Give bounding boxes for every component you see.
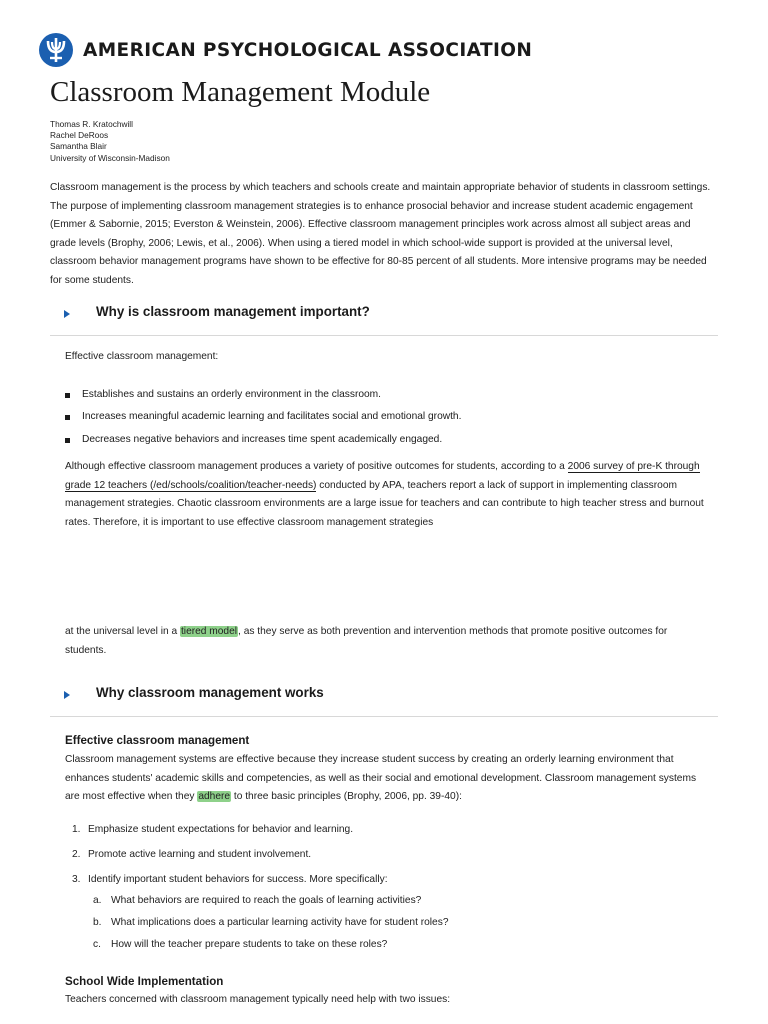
benefits-list [65, 386, 705, 453]
author-name: Samantha Blair [50, 141, 107, 152]
organization-name[interactable]: AMERICAN PSYCHOLOGICAL ASSOCIATION [83, 39, 533, 61]
site-header [39, 33, 532, 67]
principles-paragraph: Classroom management systems are effective because they increase student success by creating an orderly learning environment that enhances students' academic skills and competencies, as well as their social and emotional development. Classroom management systems are most effective when they adhere to three basic principles (Brophy, 2006, pp. 39-40): [65, 754, 697, 803]
highlighted-term[interactable]: adhere [198, 791, 231, 803]
highlighted-term[interactable]: tiered model [180, 626, 238, 637]
list-item: c. How will the teacher prepare students to take on these roles? [93, 939, 388, 950]
subsection-heading: School Wide Implementation [65, 975, 224, 988]
list-item: 2. Promote active learning and student involvement. [72, 849, 312, 860]
author-list [50, 119, 170, 164]
expand-triangle-icon[interactable] [64, 691, 70, 699]
tiered-model-paragraph: at the universal level in a tiered model, as they serve as both prevention and intervention methods that promote positive outcomes for students. [65, 626, 668, 656]
teacher-survey-link[interactable]: 2006 survey of pre-K through grade 12 teachers (/ed/schools/coalition/teacher-needs) [65, 461, 700, 491]
list-item: 1. Emphasize student expectations for behavior and learning. [72, 824, 354, 835]
list-item: Decreases negative behaviors and increases time spent academically engaged. [65, 431, 705, 453]
survey-paragraph: Although effective classroom management produces a variety of positive outcomes for students, according to a 2006 survey of pre-K through grade 12 teachers (/ed/schools/coalition/teacher-needs) conducted by APA, teachers report a lack of support in implementing classroom management strategies. Chaotic classroom environments are a large issue for teachers and can contribute to high teacher stress and burnout rates. Therefore, it is important to use effective classroom management strategies [65, 461, 704, 528]
section-toggle-why-important[interactable] [50, 301, 718, 336]
expand-triangle-icon[interactable] [64, 310, 70, 318]
page-title: Classroom Management Module [50, 76, 431, 108]
list-item: 3. Identify important student behaviors for success. More specifically: [72, 874, 388, 885]
section-lead-text: Effective classroom management: [65, 351, 219, 362]
section-heading[interactable]: Why classroom management works [96, 685, 324, 700]
author-name: Thomas R. Kratochwill [50, 119, 133, 129]
list-item: b. What implications does a particular learning activity have for student roles? [93, 917, 449, 928]
bullet-square-icon [65, 438, 70, 443]
apa-psi-logo-icon[interactable] [39, 33, 73, 67]
section-heading[interactable]: Why is classroom management important? [96, 304, 370, 319]
author-name: Rachel DeRoos [50, 130, 109, 141]
behavior-questions-list [65, 895, 705, 961]
list-item: Increases meaningful academic learning and facilitates social and emotional growth. [65, 408, 705, 430]
principles-list [65, 824, 705, 899]
bullet-square-icon [65, 393, 70, 398]
list-item: a. What behaviors are required to reach the goals of learning activities? [93, 895, 422, 906]
intro-paragraph: Classroom management is the process by which teachers and schools create and maintain appropriate behavior of students in classroom settings. The purpose of implementing classroom management strategies is to enhance prosocial behavior and increase student academic engagement (Emmer & Sabornie, 2015; Everston & Weinstein, 2006). Effective classroom management principles work across almost all subject areas and grade levels (Brophy, 2006; Lewis, et al., 2006). When using a tiered model in which school-wide support is provided at the universal level, classroom behavior management programs have shown to be effective for 80-85 percent of all students. More intensive programs may be needed for some students. [50, 182, 711, 286]
list-item: Establishes and sustains an orderly environment in the classroom. [65, 386, 705, 408]
implementation-paragraph: Teachers concerned with classroom management typically need help with two issues: [65, 994, 451, 1005]
section-toggle-why-works[interactable] [50, 682, 718, 717]
subsection-heading: Effective classroom management [65, 734, 250, 747]
author-affiliation: University of Wisconsin-Madison [50, 152, 170, 163]
bullet-square-icon [65, 415, 70, 420]
